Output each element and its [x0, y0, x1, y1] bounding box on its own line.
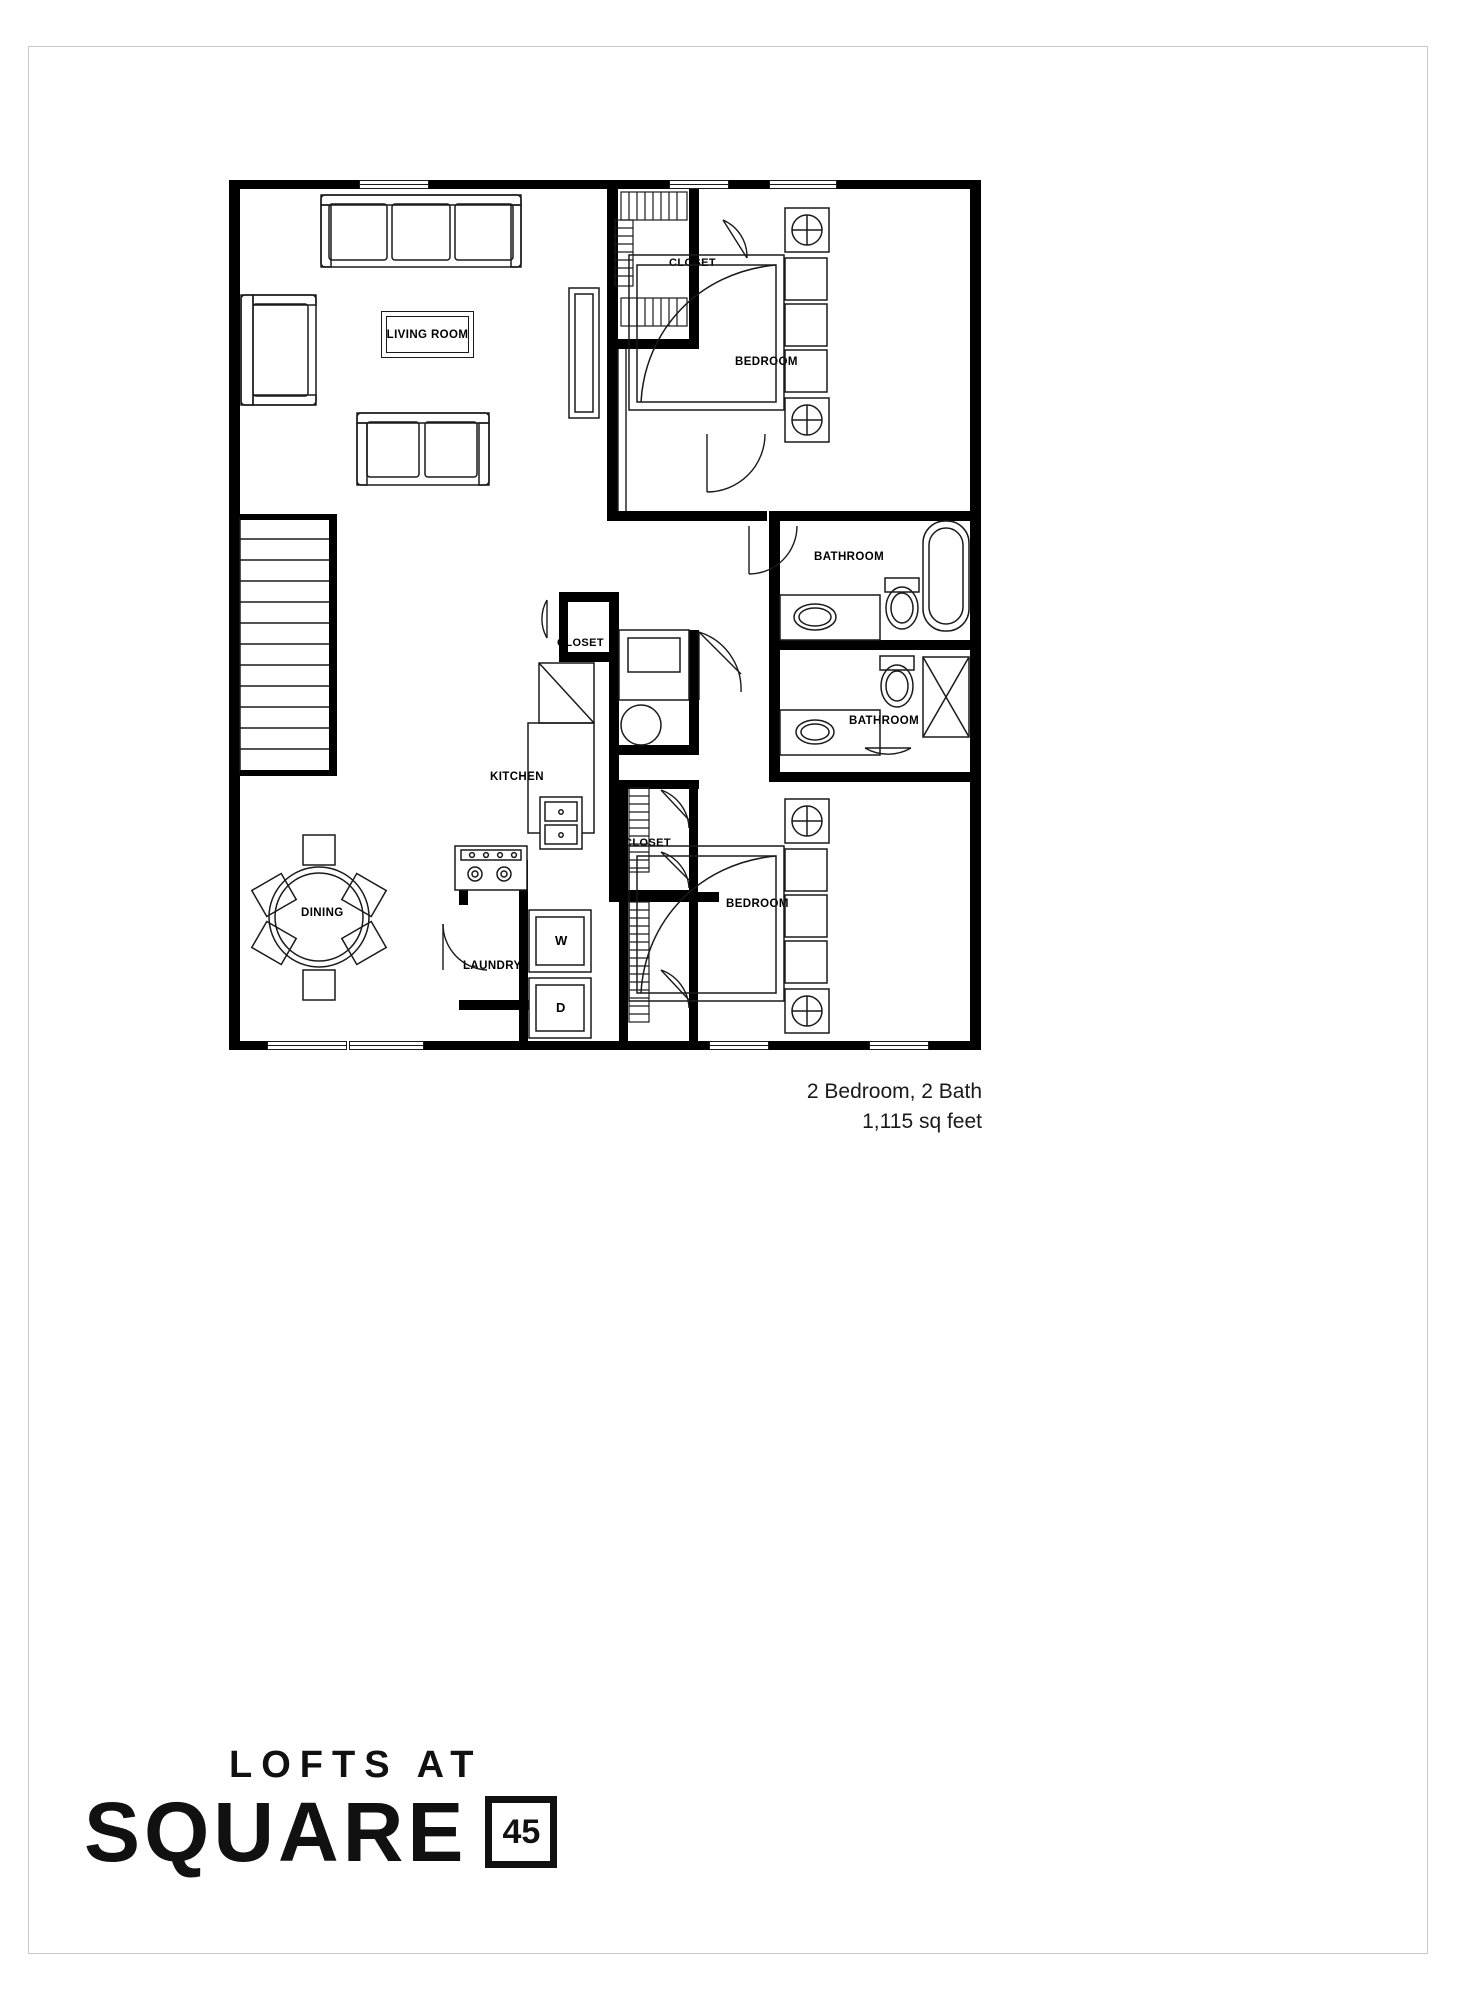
label-laundry: LAUNDRY	[463, 960, 522, 972]
staircase	[240, 518, 335, 773]
appliance-washer-label: W	[555, 933, 568, 948]
sofa-three-seat	[321, 195, 521, 267]
door-bedroom-1	[707, 434, 765, 492]
label-bedroom-1: BEDROOM	[735, 356, 798, 368]
label-bedroom-2: BEDROOM	[726, 898, 789, 910]
bed-primary	[629, 255, 827, 410]
floor-plan-sheet	[28, 46, 1428, 1954]
door-closet-3-bottom	[661, 970, 689, 1008]
door-closet-1	[723, 220, 747, 258]
logo-bottom-row	[84, 1785, 644, 1879]
label-closet-1: CLOSET	[669, 257, 717, 269]
label-kitchen: KITCHEN	[490, 771, 544, 783]
plan-furniture-overlay	[229, 180, 981, 1050]
logo-main-text: SQUARE	[84, 1785, 468, 1879]
door-closet-3-mid	[661, 852, 689, 888]
label-living-room: LIVING ROOM	[386, 328, 469, 341]
logo-badge: 45	[485, 1796, 557, 1868]
plan-caption	[807, 1077, 982, 1137]
nightstand-secondary-bottom	[785, 989, 829, 1033]
laundry-appliances	[529, 910, 591, 1038]
door-closet-2	[542, 600, 547, 638]
door-closet-3-top	[661, 790, 689, 828]
door-bathroom-2	[865, 748, 911, 754]
brand-logo	[84, 1743, 644, 1879]
label-closet-2: CLOSET	[557, 637, 605, 649]
nightstand-primary-top	[785, 208, 829, 252]
door-hall	[699, 632, 741, 700]
bathroom-1-fixtures	[780, 521, 969, 640]
nightstand-primary-bottom	[785, 398, 829, 442]
kitchen-counters	[455, 630, 689, 890]
caption-line-1: 2 Bedroom, 2 Bath	[806, 1080, 982, 1103]
caption-line-2: 1,115 sq feet	[862, 1110, 982, 1133]
wall-niche-feature	[569, 288, 599, 418]
appliance-dryer-label: D	[556, 1000, 566, 1015]
label-closet-3: CLOSET	[624, 837, 672, 849]
loveseat	[357, 413, 489, 485]
label-bathroom-2: BATHROOM	[849, 715, 920, 727]
door-bathroom-1	[749, 526, 797, 574]
bed-secondary	[629, 846, 827, 1001]
closet-1-shelving	[615, 192, 687, 326]
nightstand-secondary-top	[785, 799, 829, 843]
door-laundry	[443, 924, 487, 970]
label-bathroom-1: BATHROOM	[814, 551, 885, 563]
floor-plan-drawing	[229, 180, 981, 1050]
closet-3-shelving	[629, 788, 649, 1022]
dining-set	[252, 835, 386, 1000]
bathroom-2-fixtures	[780, 656, 969, 755]
label-dining: DINING	[301, 907, 344, 919]
armchair	[241, 295, 316, 405]
logo-top-text: LOFTS AT	[229, 1744, 483, 1786]
